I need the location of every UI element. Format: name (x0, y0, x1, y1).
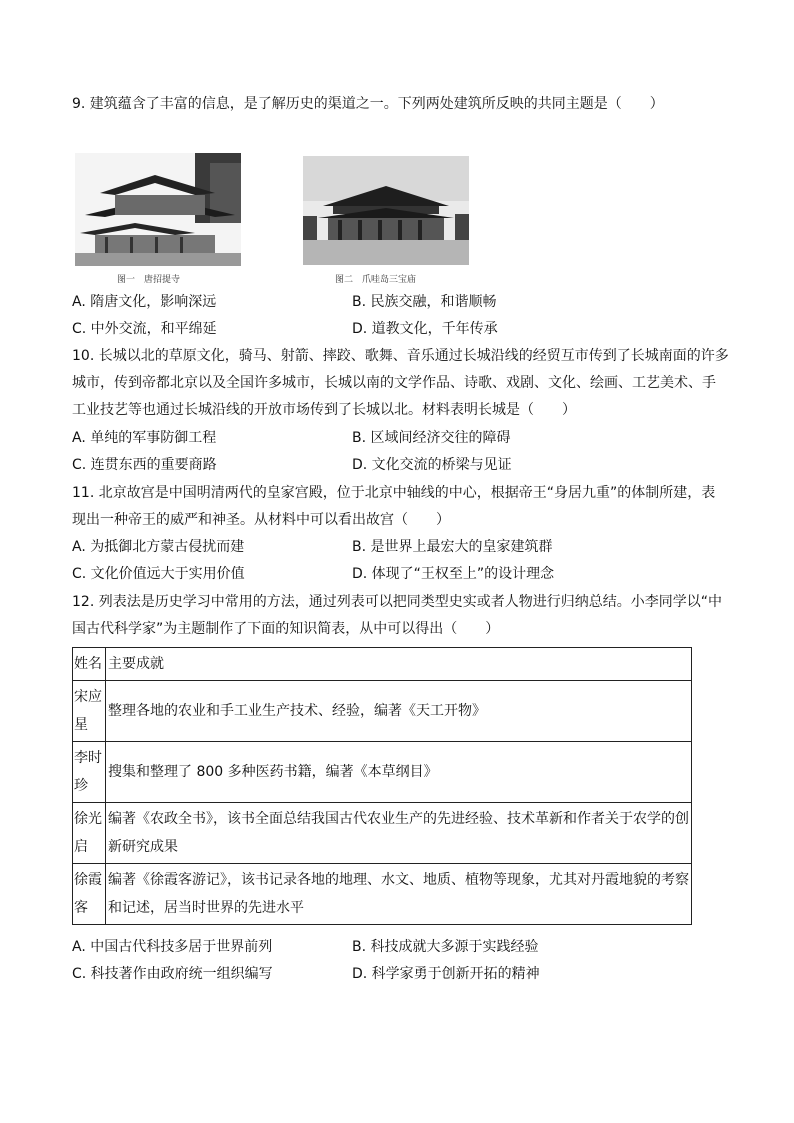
q11-option-a[interactable]: A. 为抵御北方蒙古侵扰而建 (72, 539, 245, 555)
fig2-caption: 图二 爪哇岛三宝庙 (335, 275, 417, 285)
q12-option-c[interactable]: C. 科技著作由政府统一组织编写 (72, 966, 273, 982)
q10-option-b[interactable]: B. 区域间经济交往的障碍 (352, 430, 511, 446)
table-row (73, 803, 692, 864)
q12-stem-line-1: 12. 列表法是历史学习中常用的方法，通过列表可以把同类型史实或者人物进行归纳总结。小李同学以“中 (72, 594, 722, 610)
row-achievement: 搜集和整理了 800 多种医药书籍，编著《本草纲目》 (106, 742, 692, 803)
q10-stem-line-3: 工业技艺等也通过长城沿线的开放市场传到了长城以北。材料表明长城是（ ） (72, 402, 576, 418)
fig1-caption: 图一 唐招提寺 (117, 275, 181, 285)
q12-option-a[interactable]: A. 中国古代科技多居于世界前列 (72, 939, 273, 955)
q10-option-c[interactable]: C. 连贯东西的重要商路 (72, 457, 217, 473)
row-achievement: 整理各地的农业和手工业生产技术、经验，编著《天工开物》 (106, 681, 692, 742)
row-name: 宋应星 (73, 681, 106, 742)
q10-stem-line-1: 10. 长城以北的草原文化，骑马、射箭、摔跤、歌舞、音乐通过长城沿线的经贸互市传到了长城南面的许多 (72, 348, 729, 364)
q9-option-a[interactable]: A. 隋唐文化，影响深远 (72, 294, 217, 310)
table-row (73, 681, 692, 742)
q9-option-d[interactable]: D. 道教文化，千年传承 (352, 321, 498, 337)
row-achievement: 编著《农政全书》，该书全面总结我国古代农业生产的先进经验、技术革新和作者关于农学的创新研究成果 (106, 803, 692, 864)
q10-stem-line-2: 城市，传到帝都北京以及全国许多城市，长城以南的文学作品、诗歌、戏剧、文化、绘画、工艺美术、手 (72, 375, 716, 391)
q11-option-d[interactable]: D. 体现了“王权至上”的设计理念 (352, 566, 555, 582)
table-row (73, 864, 692, 925)
fig1-photo-temple (75, 153, 241, 266)
row-name: 李时珍 (73, 742, 106, 803)
row-achievement: 编著《徐霞客游记》，该书记录各地的地理、水文、地质、植物等现象，尤其对丹霞地貌的考察和记述，居当时世界的先进水平 (106, 864, 692, 925)
q10-option-a[interactable]: A. 单纯的军事防御工程 (72, 430, 217, 446)
table-row (73, 742, 692, 803)
q9-option-b[interactable]: B. 民族交融，和谐顺畅 (352, 294, 497, 310)
q11-option-c[interactable]: C. 文化价值远大于实用价值 (72, 566, 245, 582)
scientist-table (72, 647, 692, 925)
q11-stem-line-1: 11. 北京故宫是中国明清两代的皇家宫殿，位于北京中轴线的中心，根据帝王“身居九重”的体制所建，表 (72, 485, 716, 501)
row-name: 徐霞客 (73, 864, 106, 925)
q11-option-b[interactable]: B. 是世界上最宏大的皇家建筑群 (352, 539, 553, 555)
q11-stem-line-2: 现出一种帝王的威严和神圣。从材料中可以看出故宫（ ） (72, 512, 450, 528)
header-name: 姓名 (73, 648, 106, 681)
row-name: 徐光启 (73, 803, 106, 864)
q9-option-c[interactable]: C. 中外交流，和平绵延 (72, 321, 217, 337)
q12-stem-line-2: 国古代科学家”为主题制作了下面的知识简表，从中可以得出（ ） (72, 621, 500, 637)
fig2-photo-temple (303, 156, 469, 265)
header-achievement: 主要成就 (106, 648, 692, 681)
q12-option-b[interactable]: B. 科技成就大多源于实践经验 (352, 939, 539, 955)
table-header-row (73, 648, 692, 681)
q12-option-d[interactable]: D. 科学家勇于创新开拓的精神 (352, 966, 540, 982)
q10-option-d[interactable]: D. 文化交流的桥梁与见证 (352, 457, 512, 473)
q9-stem: 9. 建筑蕴含了丰富的信息，是了解历史的渠道之一。下列两处建筑所反映的共同主题是（ ） (72, 96, 664, 112)
